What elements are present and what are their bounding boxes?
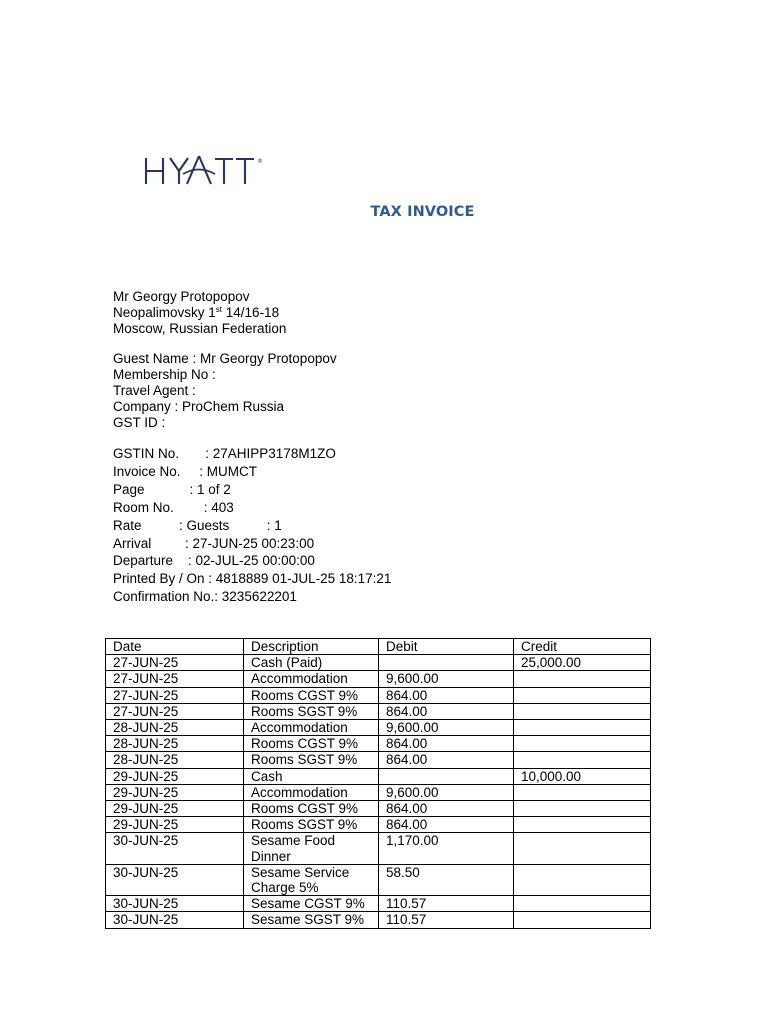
cell-description: Sesame Service Charge 5% [244, 864, 379, 895]
cell-description: Rooms SGST 9% [244, 703, 379, 719]
table-row [106, 896, 651, 912]
table-row [106, 801, 651, 817]
cell-description: Accommodation [244, 784, 379, 800]
cell-debit: 9,600.00 [379, 720, 514, 736]
cell-description: Rooms SGST 9% [244, 817, 379, 833]
table-row [106, 671, 651, 687]
cell-credit [514, 833, 651, 864]
guest-details [113, 351, 337, 431]
cell-date: 29-JUN-25 [106, 801, 244, 817]
cell-debit: 864.00 [379, 801, 514, 817]
gstin-number: GSTIN No. : 27AHIPP3178M1ZO [113, 446, 336, 461]
cell-date: 27-JUN-25 [106, 687, 244, 703]
cell-date: 30-JUN-25 [106, 912, 244, 928]
table-row [106, 736, 651, 752]
cell-credit [514, 720, 651, 736]
cell-debit [379, 655, 514, 671]
table-row [106, 817, 651, 833]
recipient-city: Moscow, Russian Federation [113, 321, 287, 336]
cell-date: 29-JUN-25 [106, 768, 244, 784]
membership-number: Membership No : [113, 367, 216, 382]
table-row [106, 784, 651, 800]
cell-debit: 864.00 [379, 687, 514, 703]
cell-date: 27-JUN-25 [106, 671, 244, 687]
hyatt-logo-mark [143, 152, 268, 192]
cell-credit: 10,000.00 [514, 768, 651, 784]
header-credit: Credit [514, 639, 651, 655]
cell-date: 27-JUN-25 [106, 703, 244, 719]
recipient-name: Mr Georgy Protopopov [113, 289, 250, 304]
cell-date: 30-JUN-25 [106, 833, 244, 864]
table-row [106, 912, 651, 928]
guest-name: Guest Name : Mr Georgy Protopopov [113, 351, 337, 366]
confirmation-number: Confirmation No.: 3235622201 [113, 589, 297, 605]
printed-by: Printed By / On : 4818889 01-JUL-25 18:17:21 [113, 571, 392, 587]
cell-debit: 1,170.00 [379, 833, 514, 864]
cell-date: 28-JUN-25 [106, 720, 244, 736]
cell-credit [514, 703, 651, 719]
table-row [106, 752, 651, 768]
header-debit: Debit [379, 639, 514, 655]
recipient-address [113, 289, 286, 337]
table-row [106, 655, 651, 671]
table-row [106, 833, 651, 864]
travel-agent: Travel Agent : [113, 383, 196, 398]
cell-date: 29-JUN-25 [106, 784, 244, 800]
cell-debit: 110.57 [379, 912, 514, 928]
cell-description: Rooms SGST 9% [244, 752, 379, 768]
cell-credit [514, 817, 651, 833]
cell-description: Sesame Food Dinner [244, 833, 379, 864]
arrival-date: Arrival : 27-JUN-25 00:23:00 [113, 535, 315, 551]
cell-credit [514, 801, 651, 817]
cell-description: Sesame SGST 9% [244, 912, 379, 928]
street-prefix: Neopalimovsky 1 [113, 305, 216, 320]
cell-date: 28-JUN-25 [106, 736, 244, 752]
cell-description: Accommodation [244, 671, 379, 687]
cell-date: 30-JUN-25 [106, 864, 244, 895]
page-number: Page : 1 of 2 [113, 481, 231, 497]
cell-debit [379, 768, 514, 784]
document-title: TAX INVOICE [370, 204, 475, 220]
cell-credit [514, 671, 651, 687]
cell-date: 29-JUN-25 [106, 817, 244, 833]
cell-debit: 9,600.00 [379, 784, 514, 800]
cell-description: Rooms CGST 9% [244, 687, 379, 703]
cell-date: 28-JUN-25 [106, 752, 244, 768]
room-number: Room No. : 403 [113, 499, 234, 515]
invoice-number: Invoice No. : MUMCT [113, 463, 258, 479]
cell-debit: 110.57 [379, 896, 514, 912]
cell-credit [514, 896, 651, 912]
cell-debit: 864.00 [379, 817, 514, 833]
cell-description: Accommodation [244, 720, 379, 736]
table-header-row [106, 639, 651, 655]
cell-credit [514, 752, 651, 768]
cell-credit [514, 784, 651, 800]
table-row [106, 703, 651, 719]
registered-mark: ® [257, 158, 263, 165]
cell-debit: 58.50 [379, 864, 514, 895]
recipient-street [113, 305, 286, 321]
rate-guests: Rate : Guests : 1 [113, 517, 282, 533]
cell-debit: 9,600.00 [379, 671, 514, 687]
cell-debit: 864.00 [379, 736, 514, 752]
header-date: Date [106, 639, 244, 655]
company: Company : ProChem Russia [113, 399, 285, 414]
table-row [106, 687, 651, 703]
cell-debit: 864.00 [379, 703, 514, 719]
cell-description: Rooms CGST 9% [244, 801, 379, 817]
cell-credit [514, 687, 651, 703]
street-ordinal: st [215, 305, 223, 314]
cell-debit: 864.00 [379, 752, 514, 768]
cell-description: Cash (Paid) [244, 655, 379, 671]
table-row [106, 864, 651, 895]
header-description: Description [244, 639, 379, 655]
cell-date: 27-JUN-25 [106, 655, 244, 671]
cell-description: Sesame CGST 9% [244, 896, 379, 912]
cell-credit [514, 912, 651, 928]
cell-credit [514, 736, 651, 752]
gst-id: GST ID : [113, 415, 166, 430]
cell-credit [514, 864, 651, 895]
departure-date: Departure : 02-JUL-25 00:00:00 [113, 553, 315, 569]
table-row [106, 768, 651, 784]
invoice-meta [113, 445, 391, 606]
cell-credit: 25,000.00 [514, 655, 651, 671]
hyatt-logo [143, 152, 268, 192]
cell-description: Rooms CGST 9% [244, 736, 379, 752]
street-suffix: 14/16-18 [222, 305, 280, 320]
cell-date: 30-JUN-25 [106, 896, 244, 912]
table-row [106, 720, 651, 736]
cell-description: Cash [244, 768, 379, 784]
charges-table [105, 638, 651, 929]
